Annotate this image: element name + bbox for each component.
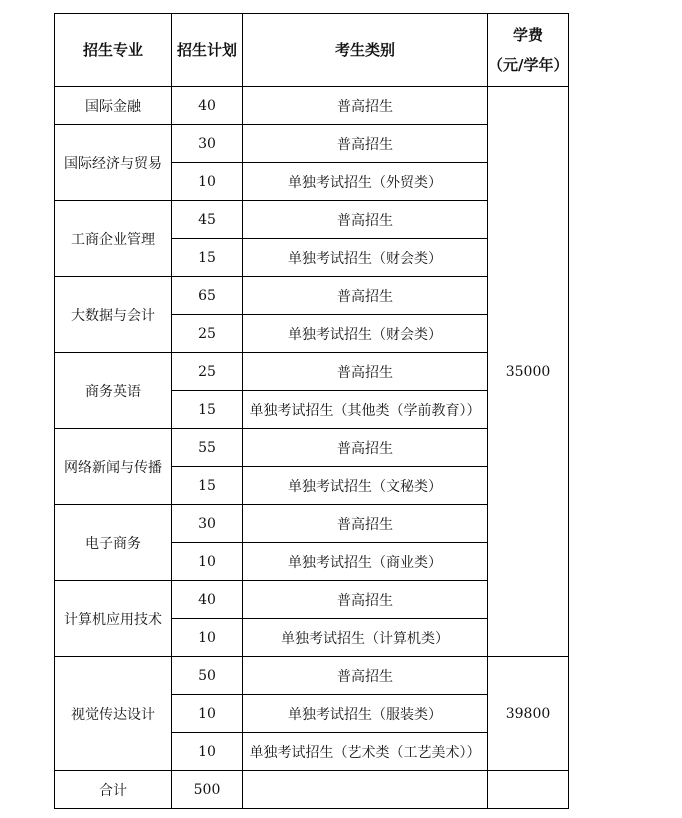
major-name: 网络新闻与传播: [55, 429, 172, 505]
student-category: 普高招生: [243, 505, 488, 543]
header-fee-line2: （元/学年）: [488, 56, 569, 74]
student-category: 单独考试招生（财会类）: [243, 315, 488, 353]
enrollment-table-body: [55, 14, 569, 809]
plan-count: 10: [172, 619, 243, 657]
student-category: 单独考试招生（其他类（学前教育））: [243, 391, 488, 429]
major-name: 国际经济与贸易: [55, 125, 172, 201]
header-row: [55, 14, 569, 87]
major-name: 大数据与会计: [55, 277, 172, 353]
total-fee: [488, 771, 569, 809]
major-name: 电子商务: [55, 505, 172, 581]
student-category: 单独考试招生（服装类）: [243, 695, 488, 733]
plan-count: 50: [172, 657, 243, 695]
plan-count: 45: [172, 201, 243, 239]
student-category: 单独考试招生（计算机类）: [243, 619, 488, 657]
plan-count: 15: [172, 239, 243, 277]
table-row: [55, 657, 569, 695]
header-plan: 招生计划: [172, 14, 243, 87]
student-category: 普高招生: [243, 581, 488, 619]
total-label: 合计: [55, 771, 172, 809]
enrollment-table: [54, 13, 569, 809]
major-name: 视觉传达设计: [55, 657, 172, 771]
plan-count: 40: [172, 581, 243, 619]
student-category: 普高招生: [243, 657, 488, 695]
plan-count: 30: [172, 125, 243, 163]
student-category: 单独考试招生（商业类）: [243, 543, 488, 581]
student-category: 普高招生: [243, 353, 488, 391]
plan-count: 15: [172, 467, 243, 505]
total-category: [243, 771, 488, 809]
plan-count: 30: [172, 505, 243, 543]
student-category: 普高招生: [243, 125, 488, 163]
student-category: 普高招生: [243, 201, 488, 239]
major-name: 计算机应用技术: [55, 581, 172, 657]
major-name: 工商企业管理: [55, 201, 172, 277]
plan-count: 25: [172, 353, 243, 391]
header-major: 招生专业: [55, 14, 172, 87]
plan-count: 10: [172, 543, 243, 581]
plan-count: 55: [172, 429, 243, 467]
table-row: [55, 87, 569, 125]
tuition-fee: 35000: [488, 87, 569, 657]
student-category: 单独考试招生（艺术类（工艺美术））: [243, 733, 488, 771]
total-row: [55, 771, 569, 809]
header-fee-line1: 学费: [512, 26, 543, 44]
major-name: 国际金融: [55, 87, 172, 125]
total-plan: 500: [172, 771, 243, 809]
plan-count: 25: [172, 315, 243, 353]
header-category: 考生类别: [243, 14, 488, 87]
plan-count: 10: [172, 163, 243, 201]
tuition-fee: 39800: [488, 657, 569, 771]
student-category: 单独考试招生（财会类）: [243, 239, 488, 277]
plan-count: 65: [172, 277, 243, 315]
plan-count: 10: [172, 733, 243, 771]
plan-count: 40: [172, 87, 243, 125]
plan-count: 10: [172, 695, 243, 733]
student-category: 单独考试招生（文秘类）: [243, 467, 488, 505]
header-fee: [488, 14, 569, 87]
student-category: 单独考试招生（外贸类）: [243, 163, 488, 201]
student-category: 普高招生: [243, 429, 488, 467]
plan-count: 15: [172, 391, 243, 429]
major-name: 商务英语: [55, 353, 172, 429]
student-category: 普高招生: [243, 277, 488, 315]
student-category: 普高招生: [243, 87, 488, 125]
